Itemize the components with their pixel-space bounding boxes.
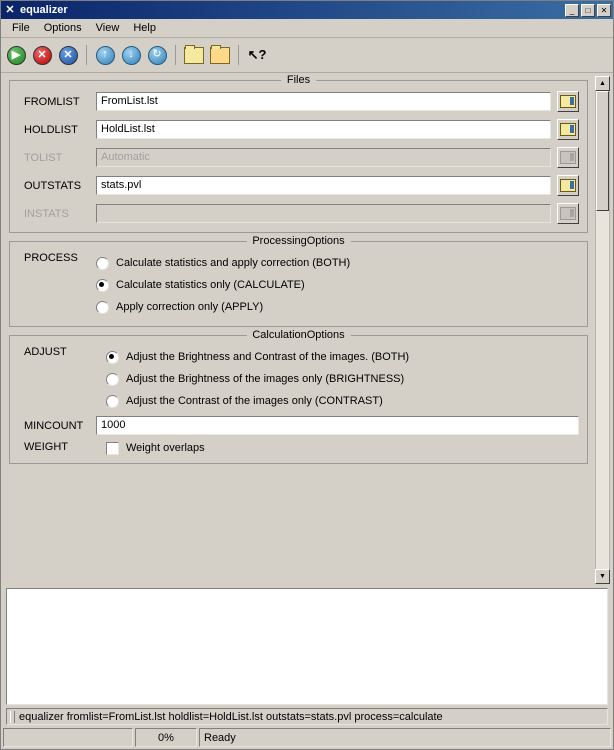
instats-label: INSTATS — [24, 207, 69, 220]
outstats-row — [18, 175, 579, 196]
arrow-up-icon: ↑ — [96, 46, 115, 65]
fromlist-input[interactable]: FromList.lst — [96, 92, 551, 111]
previous-button[interactable] — [94, 44, 116, 66]
status-message: Ready — [199, 728, 611, 747]
tolist-input[interactable]: Automatic — [96, 148, 551, 167]
adjust-option-brightness-label: Adjust the Brightness of the images only (BRIGHTNESS) — [126, 373, 405, 385]
arrow-down-icon: ↓ — [122, 46, 141, 65]
files-group-title: Files — [281, 74, 316, 86]
instats-row — [18, 203, 579, 224]
open-file-button[interactable] — [183, 44, 205, 66]
weight-row — [18, 441, 579, 455]
reset-button[interactable] — [146, 44, 168, 66]
close-button[interactable]: ✕ — [597, 4, 611, 17]
fromlist-row — [18, 91, 579, 112]
mincount-row — [18, 416, 579, 435]
processing-options-group — [9, 235, 588, 327]
command-line-text: equalizer fromlist=FromList.lst holdlist=HoldList.lst outstats=stats.pvl process=calculate — [19, 710, 443, 723]
title-bar — [1, 1, 613, 19]
application-icon: ✕ — [5, 4, 15, 16]
instats-input[interactable] — [96, 204, 551, 223]
radio-icon — [106, 351, 119, 364]
weight-overlaps-label: Weight overlaps — [126, 442, 205, 454]
tolist-browse-button[interactable] — [557, 147, 579, 168]
status-left-cell — [3, 728, 133, 747]
minimize-button[interactable]: _ — [565, 4, 579, 17]
help-button[interactable] — [246, 44, 268, 66]
weight-group — [96, 441, 579, 455]
toolbar — [1, 38, 613, 73]
toolbar-separator — [86, 45, 87, 65]
play-icon: ▶ — [7, 46, 26, 65]
form-panel — [4, 76, 593, 584]
outstats-label: OUTSTATS — [24, 179, 82, 192]
adjust-option-both-label: Adjust the Brightness and Contrast of the images. (BOTH) — [126, 351, 410, 363]
radio-icon — [96, 257, 109, 270]
maximize-button[interactable]: □ — [581, 4, 595, 17]
save-file-button[interactable] — [209, 44, 231, 66]
holdlist-input[interactable]: HoldList.lst — [96, 120, 551, 139]
outstats-browse-button[interactable] — [557, 175, 579, 196]
calculation-options-group — [9, 329, 588, 464]
folder-browse-icon — [560, 95, 576, 108]
next-button[interactable] — [120, 44, 142, 66]
scroll-down-button[interactable]: ▼ — [595, 569, 610, 584]
scroll-up-button[interactable]: ▲ — [595, 76, 610, 91]
calculation-options-title: CalculationOptions — [246, 329, 350, 341]
process-option-both-label: Calculate statistics and apply correction (BOTH) — [116, 257, 351, 269]
menu-item-help[interactable]: Help — [133, 22, 156, 34]
radio-icon — [96, 279, 109, 292]
process-radio-group — [96, 252, 579, 318]
toolbar-separator — [175, 45, 176, 65]
processing-options-title: ProcessingOptions — [246, 235, 350, 247]
folder-open-icon — [210, 47, 230, 64]
scroll-thumb[interactable] — [596, 91, 609, 211]
files-group — [9, 74, 588, 233]
output-log[interactable] — [6, 588, 608, 706]
radio-icon — [96, 301, 109, 314]
run-button[interactable] — [5, 44, 27, 66]
adjust-radio-group — [96, 346, 579, 412]
progress-percent: 0% — [135, 728, 197, 747]
adjust-option-contrast[interactable] — [106, 390, 579, 412]
stop-button[interactable] — [31, 44, 53, 66]
adjust-label: ADJUST — [24, 346, 67, 358]
fromlist-label: FROMLIST — [24, 95, 80, 108]
mincount-label: MINCOUNT — [24, 419, 84, 432]
adjust-row — [18, 346, 579, 412]
process-label: PROCESS — [24, 252, 78, 264]
adjust-option-contrast-label: Adjust the Contrast of the images only (CONTRAST) — [126, 395, 383, 407]
content-area — [1, 73, 613, 584]
outstats-input[interactable]: stats.pvl — [96, 176, 551, 195]
window-title: equalizer — [20, 4, 68, 16]
folder-browse-icon — [560, 179, 576, 192]
cancel-button[interactable] — [57, 44, 79, 66]
weight-overlaps-checkbox[interactable] — [106, 441, 579, 455]
help-cursor-icon: ↖? — [247, 47, 267, 62]
folder-icon — [184, 47, 204, 64]
process-option-apply[interactable] — [96, 296, 579, 318]
process-option-calculate[interactable] — [96, 274, 579, 296]
command-line[interactable] — [6, 708, 608, 725]
adjust-option-brightness[interactable] — [106, 368, 579, 390]
menu-item-file[interactable]: File — [12, 22, 30, 34]
holdlist-label: HOLDLIST — [24, 123, 78, 136]
process-option-apply-label: Apply correction only (APPLY) — [116, 301, 264, 313]
scroll-track[interactable] — [595, 91, 610, 569]
folder-browse-icon — [560, 151, 576, 164]
folder-browse-icon — [560, 123, 576, 136]
toolbar-separator — [238, 45, 239, 65]
adjust-option-both[interactable] — [106, 346, 579, 368]
refresh-icon: ↻ — [148, 46, 167, 65]
process-option-calculate-label: Calculate statistics only (CALCULATE) — [116, 279, 305, 291]
mincount-input[interactable]: 1000 — [96, 416, 579, 435]
stop-icon: ✕ — [33, 46, 52, 65]
tolist-row — [18, 147, 579, 168]
menu-bar — [1, 19, 613, 38]
grip-handle[interactable] — [10, 711, 15, 723]
cancel-icon: ✕ — [59, 46, 78, 65]
process-row — [18, 252, 579, 318]
tolist-label: TOLIST — [24, 151, 63, 164]
checkbox-icon — [106, 442, 119, 455]
window-controls — [565, 4, 611, 17]
instats-browse-button[interactable] — [557, 203, 579, 224]
weight-label: WEIGHT — [24, 441, 68, 453]
process-option-both[interactable] — [96, 252, 579, 274]
fromlist-browse-button[interactable] — [557, 91, 579, 112]
folder-browse-icon — [560, 207, 576, 220]
radio-icon — [106, 395, 119, 408]
menu-item-view[interactable]: View — [95, 22, 120, 34]
holdlist-browse-button[interactable] — [557, 119, 579, 140]
menu-item-options[interactable]: Options — [43, 22, 82, 34]
vertical-scrollbar[interactable] — [595, 76, 610, 584]
status-bar — [1, 727, 613, 749]
holdlist-row — [18, 119, 579, 140]
radio-icon — [106, 373, 119, 386]
